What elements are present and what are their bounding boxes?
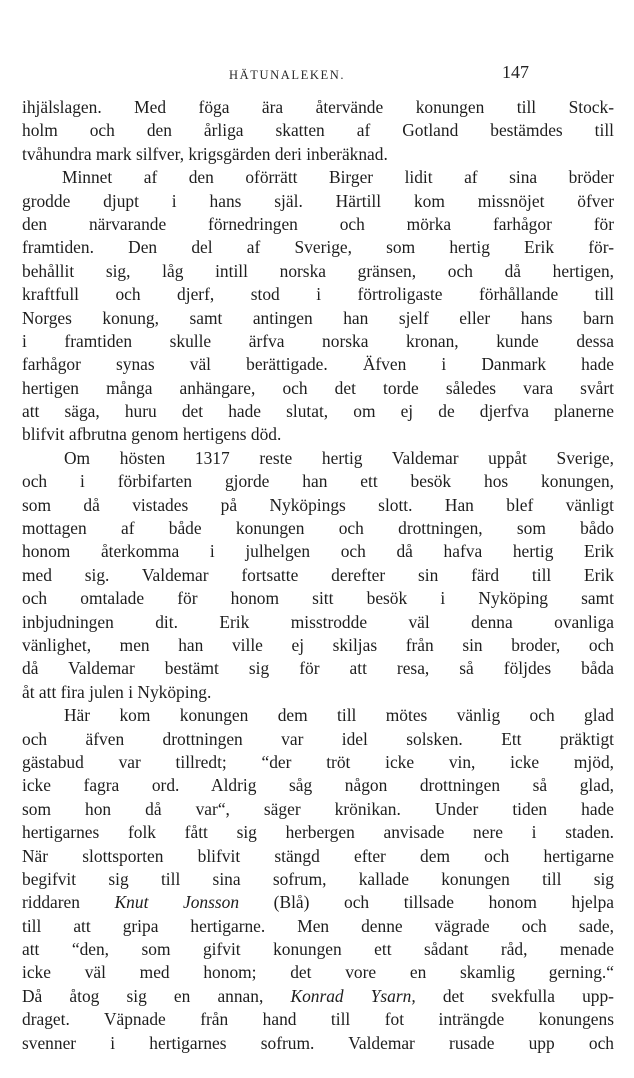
text-fragment: (Blå) och tillsade honom hjelpa <box>273 892 614 913</box>
text-line: behållit sig, låg intill norska gränsen, och då hertigen, <box>22 260 614 281</box>
text-line: holm och den årliga skatten af Gotland bestämdes till <box>22 120 614 141</box>
text-line: Norges konung, samt antingen han sjelf eller hans barn <box>22 307 614 328</box>
text-line: att “den, som gifvit konungen ett sådant råd, menade <box>22 939 614 960</box>
text-fragment: riddaren <box>22 892 80 913</box>
text-line: i framtiden skulle ärfva norska kronan, kunde dessa <box>22 330 614 351</box>
text-line: hertigen många anhängare, och det torde således vara svårt <box>22 377 614 398</box>
text-line: svenner i hertigarnes sofrum. Valdemar rusade upp och <box>22 1032 614 1053</box>
text-line: hertigarnes folk fått sig herbergen anvisade nere i staden. <box>22 822 614 843</box>
text-line: då Valdemar bestämt sig för att resa, så följdes båda <box>22 658 614 679</box>
person-name-italic: Knut Jonsson <box>114 892 240 913</box>
text-line: att säga, huru det hade slutat, om ej de djerfva planerne <box>22 401 614 422</box>
page-number: 147 <box>502 62 529 82</box>
paragraph-start-line: Minnet af den oförrätt Birger lidit af sina bröder <box>62 167 614 188</box>
text-line: och äfven drottningen var idel solsken. Ett präktigt <box>22 728 614 749</box>
text-line: till att gripa hertigarne. Men denne vägrade och sade, <box>22 915 614 936</box>
text-line: När slottsporten blifvit stängd efter dem och hertigarne <box>22 845 614 866</box>
text-line: med sig. Valdemar fortsatte derefter sin färd till Erik <box>22 564 614 585</box>
text-line: honom återkomma i julhelgen och då hafva hertig Erik <box>22 541 614 562</box>
text-line <box>22 891 614 914</box>
paragraph-start-line: Om hösten 1317 reste hertig Valdemar uppåt Sverige, <box>64 447 614 468</box>
text-line: tvåhundra mark silfver, krigsgärden deri inberäknad. <box>22 143 388 164</box>
text-fragment: det svekfulla upp- <box>442 985 614 1006</box>
text-line: blifvit afbrutna genom hertigens död. <box>22 424 282 445</box>
text-line: kraftfull och djerf, stod i förtroligaste förhållande till <box>22 284 614 305</box>
text-line: gästabud var tillredt; “der tröt icke vin, icke mjöd, <box>22 751 614 772</box>
text-line: farhågor synas väl berättigade. Äfven i Danmark hade <box>22 354 614 375</box>
text-line: som hon då var“, säger krönikan. Under tiden hade <box>22 798 614 819</box>
text-fragment: Då åtog sig en annan, <box>22 985 264 1006</box>
text-line: ihjälslagen. Med föga ära återvände konungen till Stock- <box>22 97 614 117</box>
text-line: vänlighet, men han ville ej skiljas från sin broder, och <box>22 634 614 655</box>
text-line: inbjudningen dit. Erik misstrodde väl denna ovanliga <box>22 611 614 632</box>
text-line: draget. Väpnade från hand till fot inträngde konungens <box>22 1009 614 1030</box>
running-title: HÄTUNALEKEN. <box>229 68 346 82</box>
text-line: framtiden. Den del af Sverige, som hertig Erik för- <box>22 237 614 258</box>
text-line: grodde djupt i hans själ. Härtill kom missnöjet öfver <box>22 190 614 211</box>
text-line: åt att fira julen i Nyköping. <box>22 681 212 702</box>
paragraph-start-line: Här kom konungen dem till mötes vänlig och glad <box>64 705 614 726</box>
text-line <box>22 985 614 1008</box>
text-line: som då vistades på Nyköpings slott. Han blef vänligt <box>22 494 614 515</box>
text-line: icke fagra ord. Aldrig såg någon drottningen så glad, <box>22 775 614 796</box>
body-text <box>22 96 614 1055</box>
text-line: icke väl med honom; det vore en skamlig gerning.“ <box>22 962 614 983</box>
text-line: och i förbifarten gjorde han ett besök hos konungen, <box>22 471 614 492</box>
text-line: den närvarande förnedringen och mörka farhågor för <box>22 213 614 234</box>
text-line: och omtalade för honom sitt besök i Nyköping samt <box>22 588 614 609</box>
text-line: mottagen af både konungen och drottningen, som bådo <box>22 518 614 539</box>
text-line: begifvit sig till sina sofrum, kallade konungen till sig <box>22 868 614 889</box>
person-name-italic: Konrad Ysarn, <box>290 985 416 1006</box>
